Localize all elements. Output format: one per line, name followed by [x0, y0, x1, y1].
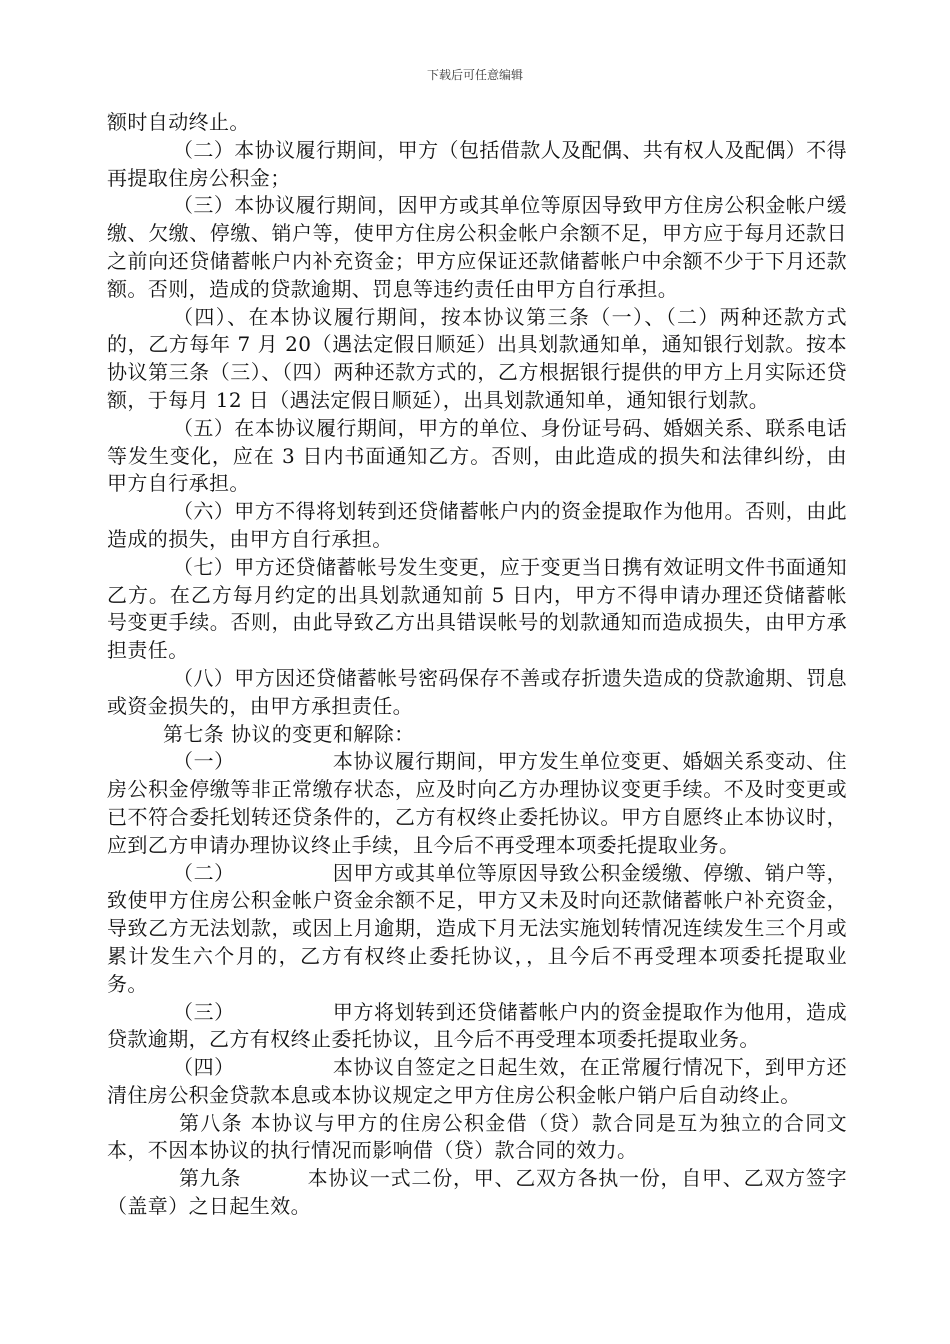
paragraph-continuation: 额时自动终止。: [107, 110, 250, 134]
clause-label: （四）: [173, 1055, 235, 1080]
clause-text: 本协议自签定之日起生效，在正常履行情况下，到甲方还清住房公积金贷款本息或本协议规定之甲方住房公积金帐户销户后自动终止。: [107, 1055, 848, 1107]
clause-label: （一）: [173, 749, 235, 774]
clause-7-4: [107, 1054, 847, 1110]
article-8: 第八条 本协议与甲方的住房公积金借（贷）款合同是互为独立的合同文本，不因本协议的执行情况而影响借（贷）款合同的效力。: [107, 1110, 847, 1163]
document-body: [107, 109, 847, 1221]
clause-7-2: [107, 860, 847, 999]
article-label: 第九条: [179, 1166, 242, 1191]
clause-6-3: （三）本协议履行期间，因甲方或其单位等原因导致甲方住房公积金帐户缓缴、欠缴、停缴、销户等，使甲方住房公积金帐户余额不足，甲方应于每月还款日之前向还贷储蓄帐户内补充资金；甲方应保证还款储蓄帐户中余额不少于下月还款额。否则，造成的贷款逾期、罚息等违约责任由甲方自行承担。: [107, 193, 847, 301]
clause-6-5: （五）在本协议履行期间，甲方的单位、身份证号码、婚姻关系、联系电话等发生变化，应在 3 日内书面通知乙方。否则，由此造成的损失和法律纠纷，由甲方自行承担。: [107, 415, 847, 496]
clause-label: （三）: [173, 999, 235, 1024]
page-header: 下载后可任意编辑: [426, 68, 523, 82]
article-9: [107, 1165, 847, 1221]
clause-text: 甲方将划转到还贷储蓄帐户内的资金提取作为他用，造成贷款逾期，乙方有权终止委托协议，且今后不再受理本项委托提取业务。: [107, 999, 848, 1052]
article-text: 本协议一式二份，甲、乙双方各执一份，自甲、乙双方签字（盖章）之日起生效。: [107, 1166, 847, 1219]
clause-6-6: （六）甲方不得将划转到还贷储蓄帐户内的资金提取作为他用。否则，由此造成的损失，由甲方自行承担。: [107, 499, 847, 551]
clause-6-8: （八）甲方因还贷储蓄帐号密码保存不善或存折遗失造成的贷款逾期、罚息或资金损失的，由甲方承担责任。: [107, 665, 847, 718]
clause-text: 因甲方或其单位等原因导致公积金缓缴、停缴、销户等，致使甲方住房公积金帐户资金余额不足，甲方又未及时向还款储蓄帐户补充资金，导致乙方无法划款，或因上月逾期，造成下月无法实施划转情况连续发生三个月或累计发生六个月的，乙方有权终止委托协议，，且今后不再受理本项委托提取业务。: [107, 860, 848, 996]
clause-7-3: [107, 999, 847, 1055]
clause-6-2: （二）本协议履行期间，甲方（包括借款人及配偶、共有权人及配偶）不得再提取住房公积金；: [107, 137, 847, 190]
clause-6-7: （七）甲方还贷储蓄帐号发生变更，应于变更当日携有效证明文件书面通知乙方。在乙方每月约定的出具划款通知前 5 日内，甲方不得申请办理还贷储蓄帐号变更手续。否则，由此导致乙方出具错误帐号的划款通知而造成损失，由甲方承担责任。: [107, 554, 847, 663]
clause-6-4: （四）、在本协议履行期间，按本协议第三条（一）、（二）两种还款方式的，乙方每年 7 月 20（遇法定假日顺延）出具划款通知单，通知银行划款。按本协议第三条（三）、（四）两种还款方式的，乙方根据银行提供的甲方上月实际还贷额，于每月 12 日（遇法定假日顺延），出具划款通知单，通知银行划款。: [107, 304, 847, 412]
clause-7-1: [107, 748, 847, 859]
clause-label: （二）: [173, 860, 235, 885]
article-7-heading: 第七条 协议的变更和解除：: [163, 721, 415, 746]
clause-text: 本协议履行期间，甲方发生单位变更、婚姻关系变动、住房公积金停缴等非正常缴存状态，应及时向乙方办理协议变更手续。不及时变更或已不符合委托划转还贷条件的，乙方有权终止委托协议。甲方自愿终止本协议时，应到乙方申请办理协议终止手续，且今后不再受理本项委托提取业务。: [107, 749, 848, 857]
